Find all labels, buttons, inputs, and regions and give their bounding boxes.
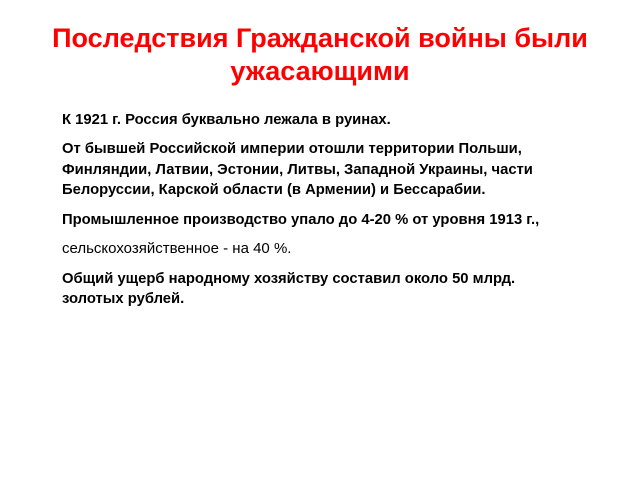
body-paragraph: Промышленное производство упало до 4-20 % от уровня 1913 г., (62, 211, 540, 228)
body-paragraph: сельскохозяйственное - на 40 %. (62, 240, 292, 258)
body-paragraph: От бывшей Российской империи отошли территории Польши, Финляндии, Латвии, Эстонии, Литвы, Западной Украины, части Белоруссии, Карской области (в Армении) и Бессарабии. (62, 141, 533, 199)
body-paragraph: Общий ущерб народному хозяйству составил около 50 млрд. золотых рублей. (62, 270, 516, 308)
body-paragraph: К 1921 г. Россия буквально лежала в руинах. (62, 112, 391, 128)
page-title: Последствия Гражданской войны были ужасающими (52, 23, 588, 86)
slide-body (62, 110, 567, 319)
